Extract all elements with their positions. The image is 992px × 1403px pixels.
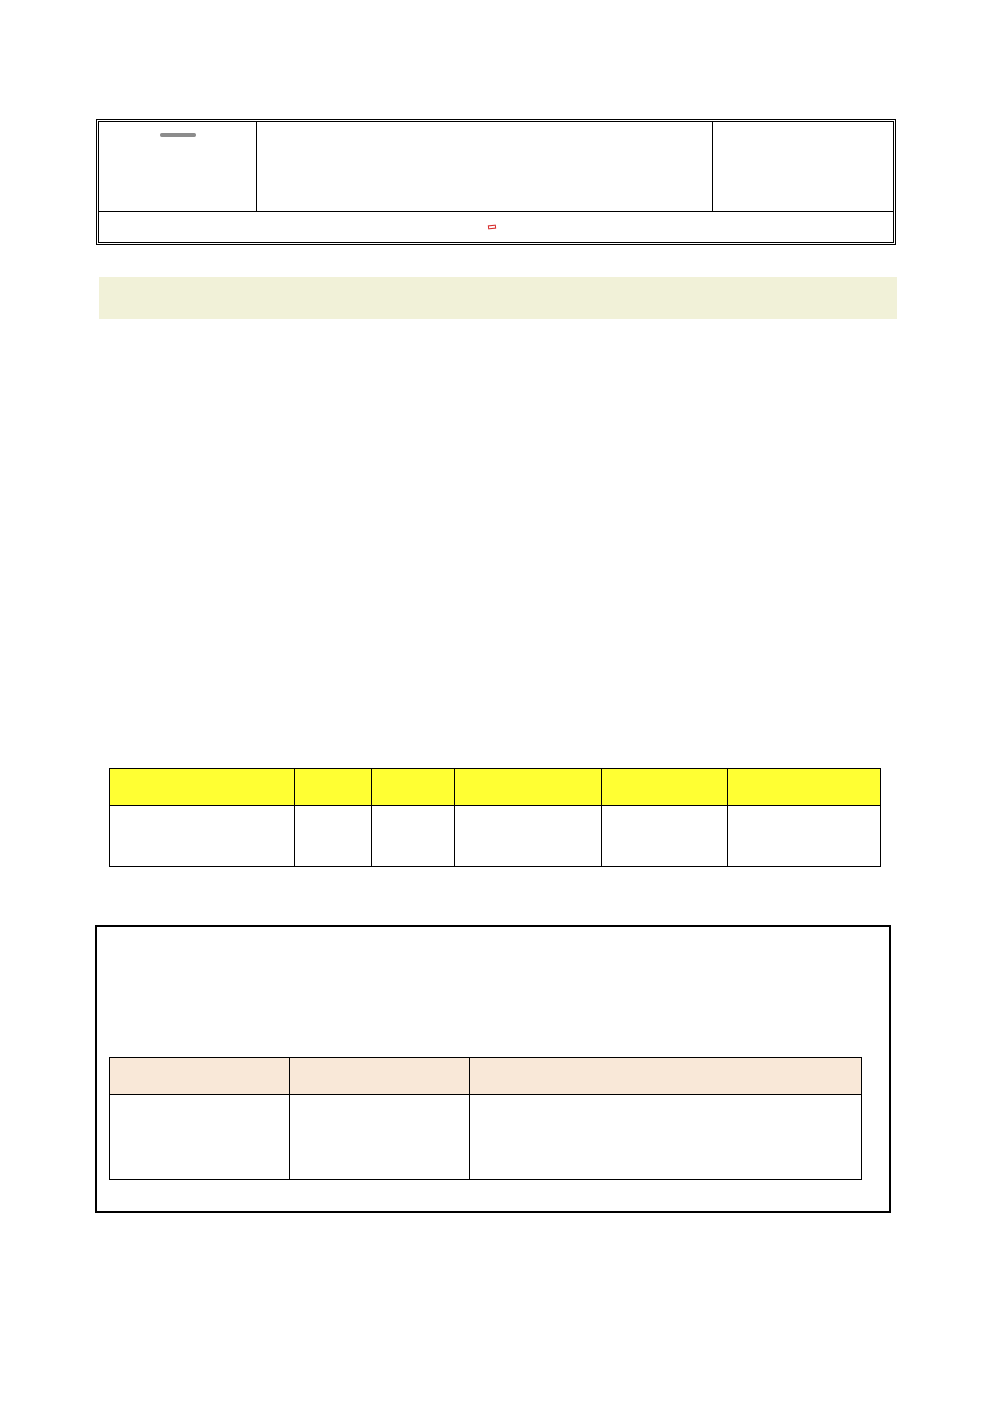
header-title	[110, 769, 295, 806]
innovation-school-stamp	[488, 225, 496, 230]
cell-price	[454, 806, 602, 867]
cell-copies	[371, 806, 454, 867]
cost-data-row	[110, 806, 881, 867]
document-title	[99, 277, 897, 319]
cell-note	[728, 806, 881, 867]
header-hope	[110, 1058, 290, 1095]
cell-delivery	[602, 806, 728, 867]
header-no-hope	[289, 1058, 469, 1095]
motto-badge	[160, 133, 196, 137]
newsletter-title	[257, 122, 713, 211]
banner-top-stripe	[99, 270, 897, 277]
no-hope-cell[interactable]	[289, 1095, 469, 1180]
response-input-row	[110, 1095, 862, 1180]
cell-title	[110, 806, 295, 867]
cost-table	[109, 768, 881, 867]
header-note	[728, 769, 881, 806]
school-slogan	[99, 211, 893, 242]
header-students	[294, 769, 371, 806]
header-copies	[371, 769, 454, 806]
department-info	[713, 122, 893, 211]
school-motto	[99, 122, 257, 211]
response-table	[109, 1057, 862, 1180]
response-header-row	[110, 1058, 862, 1095]
cell-students	[294, 806, 371, 867]
reason-cell[interactable]	[469, 1095, 862, 1180]
hope-cell[interactable]	[110, 1095, 290, 1180]
cost-header-row	[110, 769, 881, 806]
banner-bottom-stripe	[99, 319, 897, 329]
survey-form	[95, 925, 891, 1213]
header-price	[454, 769, 602, 806]
header-reason	[469, 1058, 862, 1095]
newsletter-header	[96, 119, 896, 245]
header-delivery	[602, 769, 728, 806]
